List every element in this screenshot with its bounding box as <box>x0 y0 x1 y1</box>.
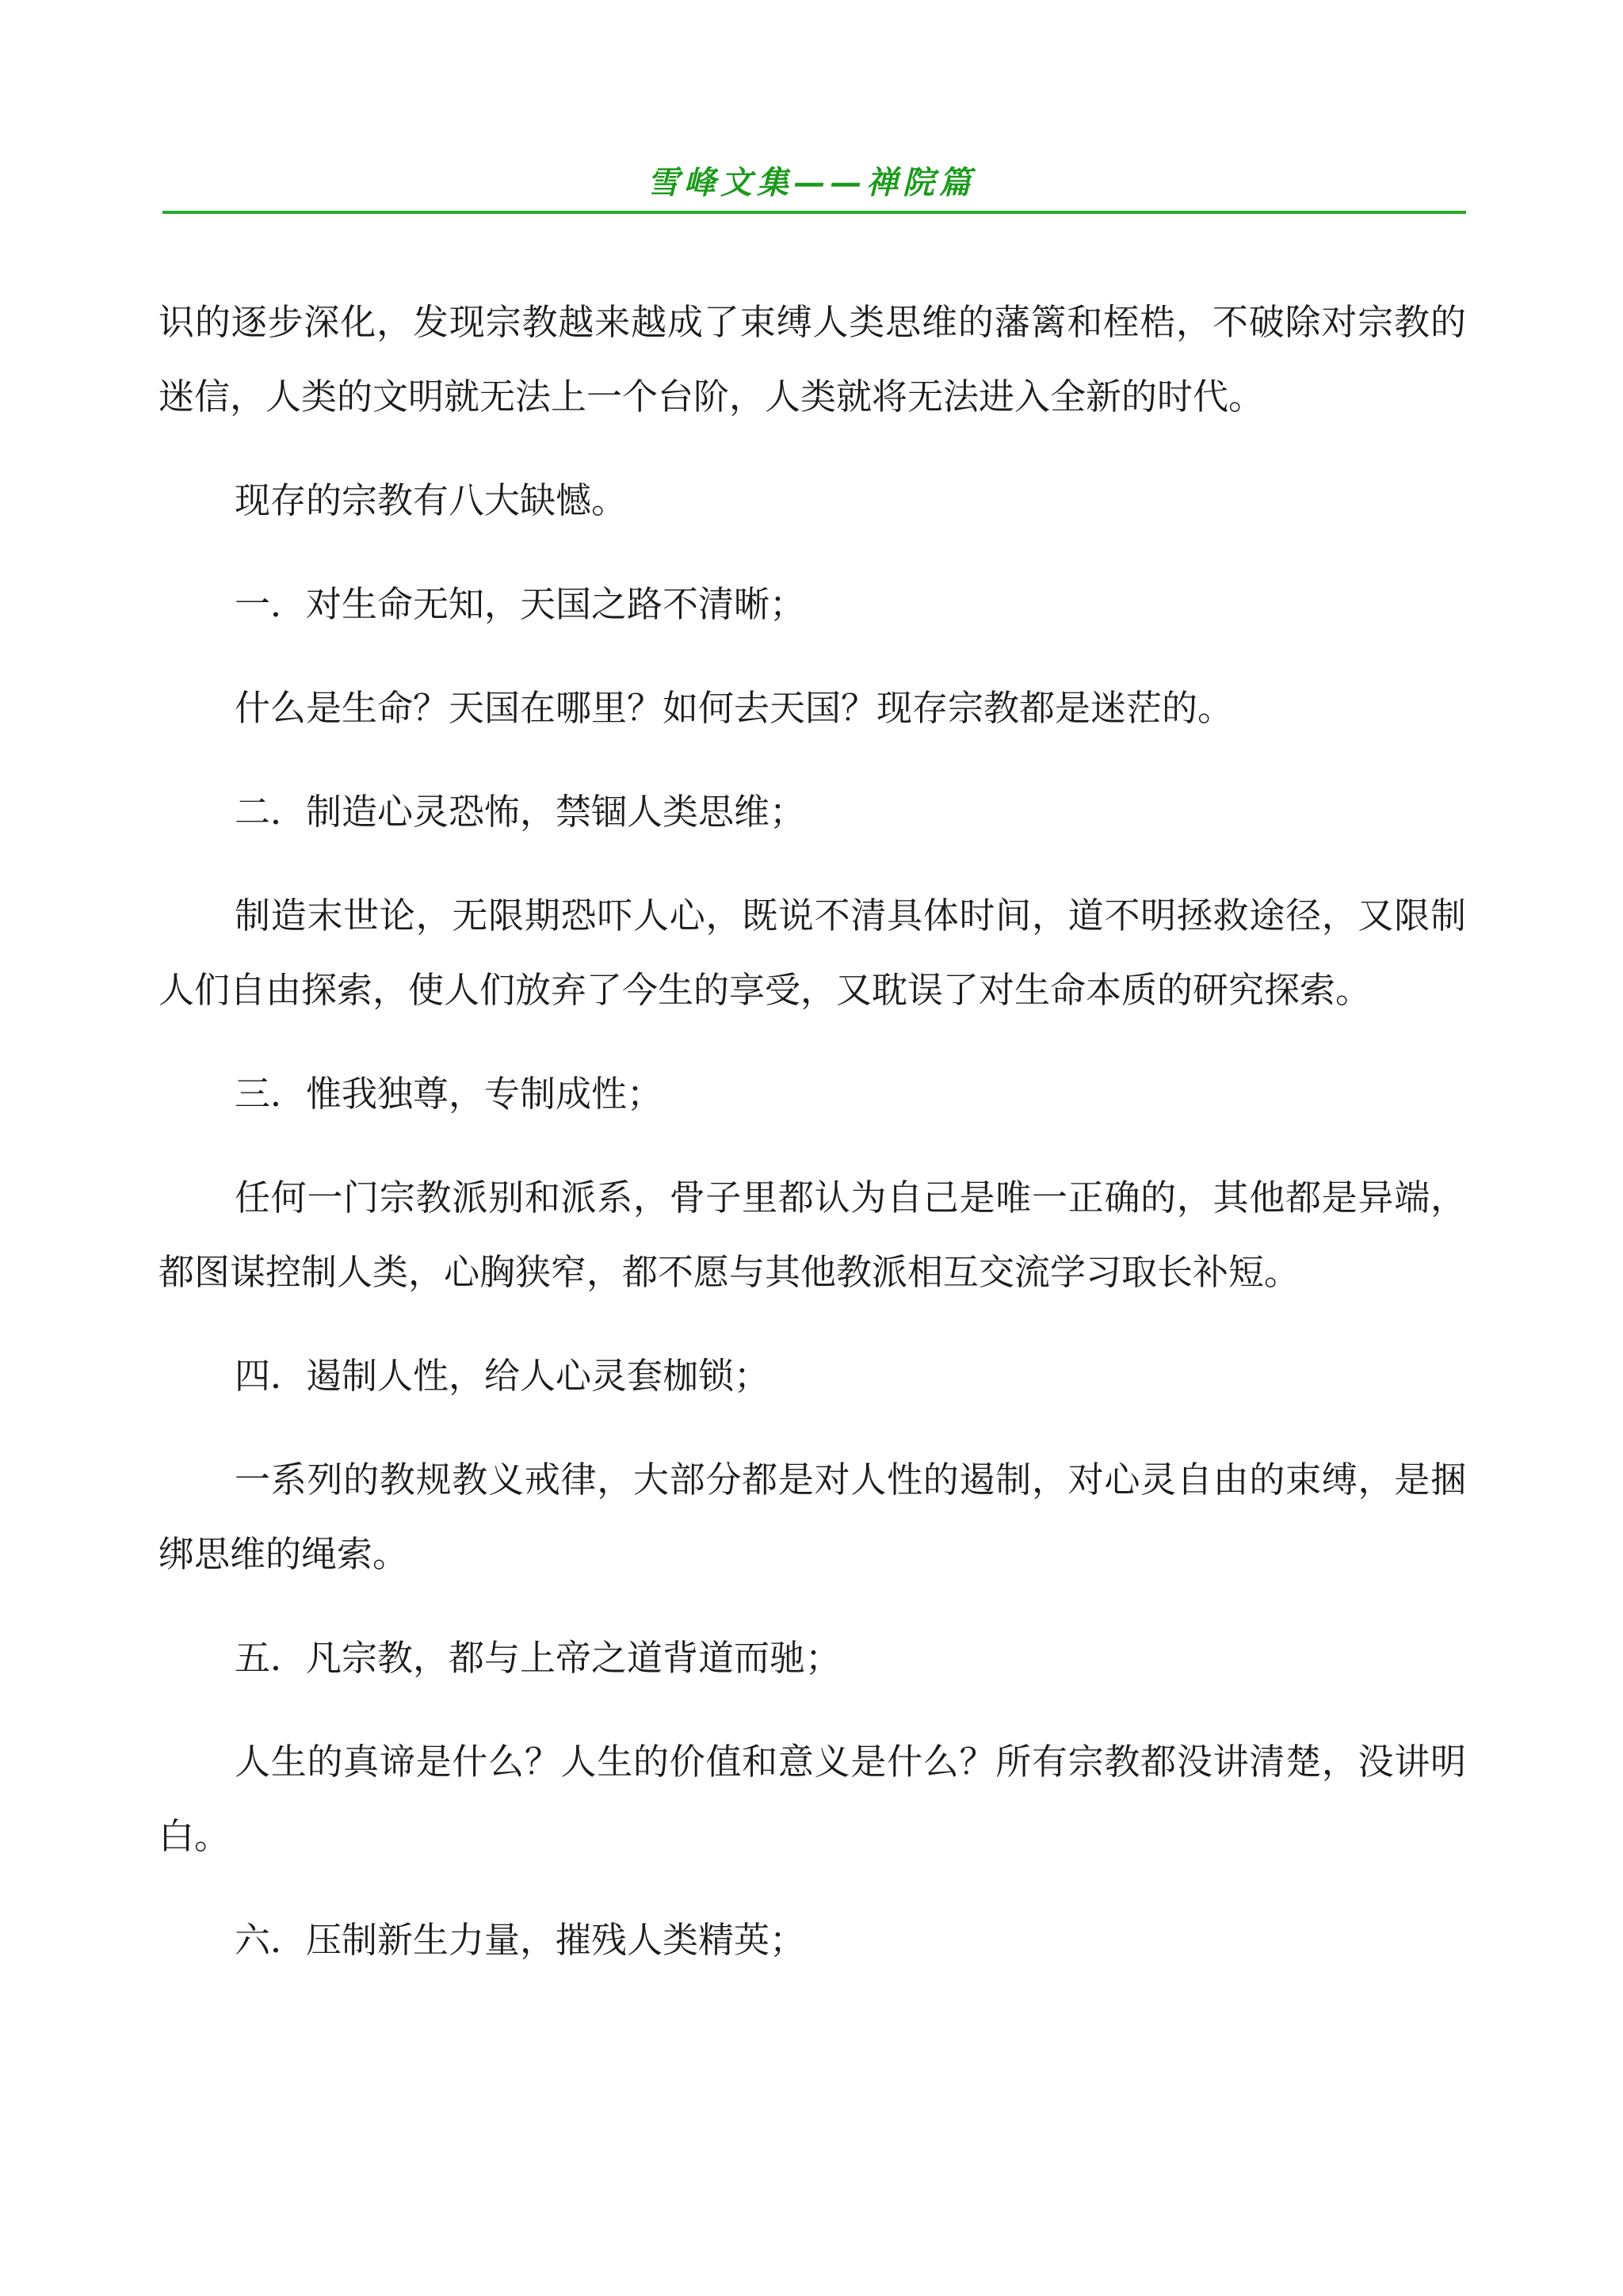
paragraph-heading: 三．惟我独尊，专制成性； <box>235 1073 663 1115</box>
paragraph-heading: 六．压制新生力量，摧残人类精英； <box>235 1919 806 1961</box>
header-divider <box>162 211 1466 214</box>
document-body <box>158 285 1466 2007</box>
paragraph: 人生的真谛是什么？人生的价值和意义是什么？所有宗教都没讲清楚，没讲明白。 <box>158 1741 1466 1857</box>
paragraph: 任何一门宗教派别和派系，骨子里都认为自己是唯一正确的，其他都是异端，都图谋控制人类，心胸狭窄，都不愿与其他教派相互交流学习取长补短。 <box>158 1177 1466 1293</box>
paragraph: 现存的宗教有八大缺憾。 <box>235 479 628 521</box>
paragraph-heading: 一．对生命无知，天国之路不清晰； <box>235 583 806 625</box>
paragraph: 识的逐步深化，发现宗教越来越成了束缚人类思维的藩篱和桎梏，不破除对宗教的迷信，人类的文明就无法上一个台阶，人类就将无法进入全新的时代。 <box>158 301 1466 418</box>
paragraph: 一系列的教规教义戒律，大部分都是对人性的遏制，对心灵自由的束缚，是捆绑思维的绳索。 <box>158 1459 1466 1575</box>
paragraph-heading: 四．遏制人性，给人心灵套枷锁； <box>235 1355 770 1397</box>
paragraph-heading: 二．制造心灵恐怖，禁锢人类思维； <box>235 791 806 833</box>
paragraph-heading: 五．凡宗教，都与上帝之道背道而驰； <box>235 1637 842 1679</box>
paragraph: 制造末世论，无限期恐吓人心，既说不清具体时间，道不明拯救途径，又限制人们自由探索，使人们放弃了今生的享受，又耽误了对生命本质的研究探索。 <box>158 894 1466 1011</box>
paragraph: 什么是生命？天国在哪里？如何去天国？现存宗教都是迷茫的。 <box>235 687 1234 729</box>
page-header-title: 雪峰文集——禅院篇 <box>647 164 976 201</box>
